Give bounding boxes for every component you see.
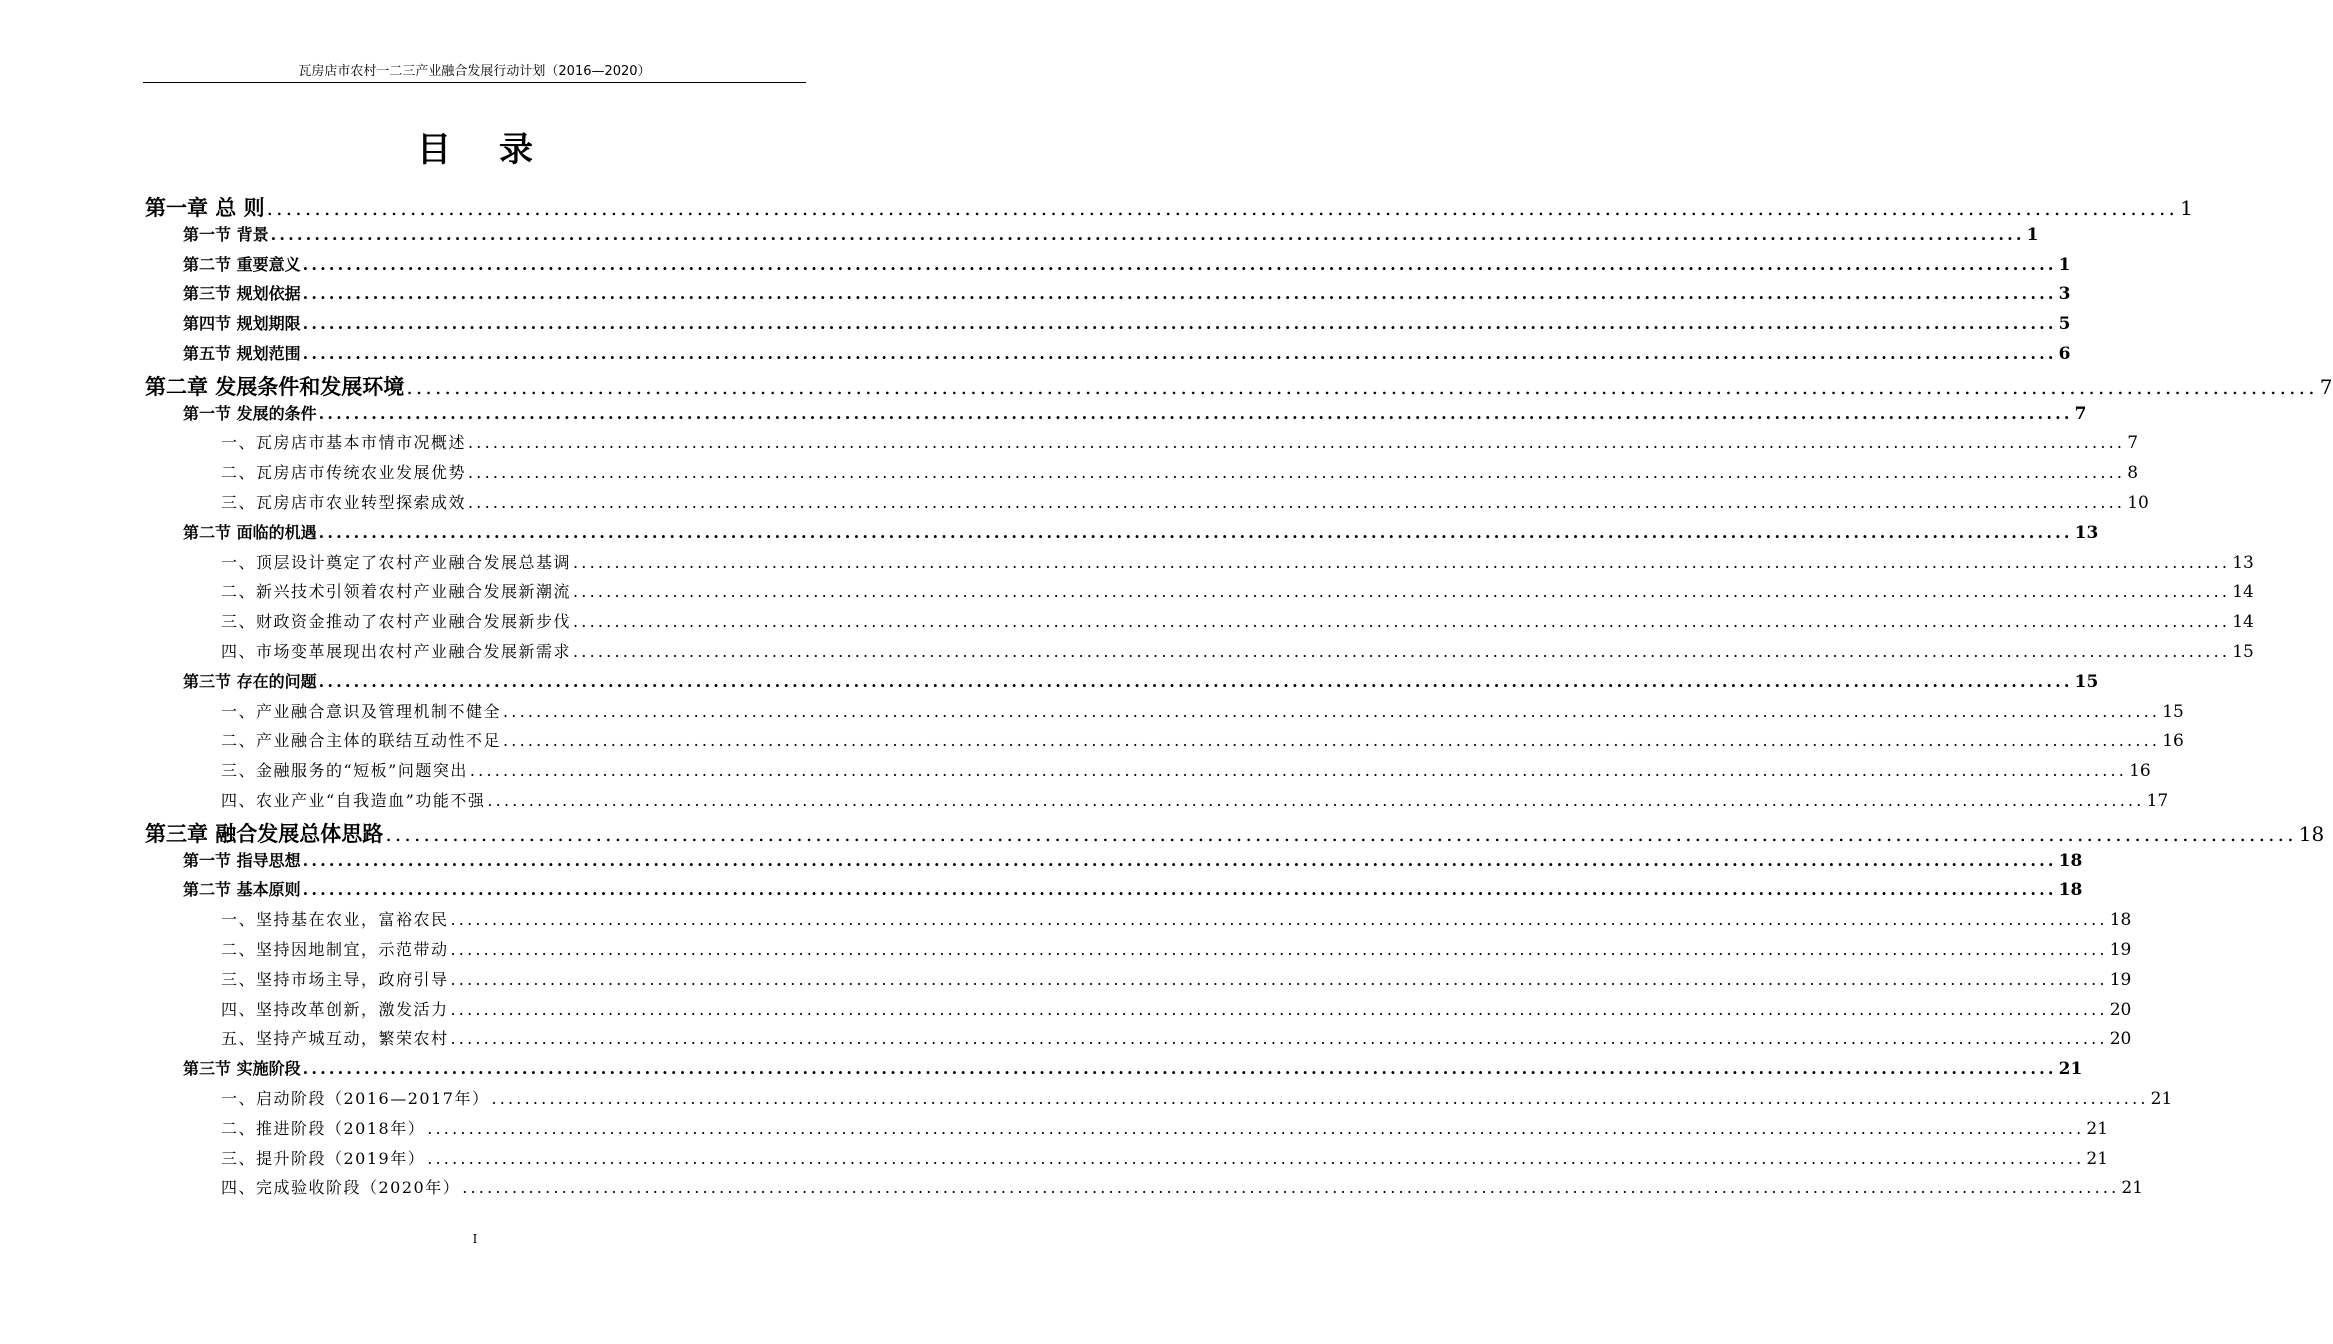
toc-leader-dots: ........................................................................................................................................................................................................: [302, 284, 2057, 304]
toc-entry-label: 四、完成验收阶段（2020年）: [221, 1178, 461, 1198]
toc-leader-dots: ........................................................................................................................................................................................................: [450, 969, 2108, 989]
toc-entry-label: 第三节 规划依据: [183, 284, 301, 304]
toc-leader-dots: ........................................................................................................................................................................................................: [573, 642, 2231, 661]
toc-leader-dots: ........................................................................................................................................................................................................: [468, 433, 2126, 453]
toc-entry[interactable]: [221, 1116, 2109, 1146]
toc-entry[interactable]: [221, 639, 2254, 669]
toc-entry-page: 18: [2109, 910, 2132, 931]
toc-entry[interactable]: [221, 758, 2151, 788]
toc-entry[interactable]: [221, 907, 2132, 937]
toc-entry[interactable]: [221, 550, 2254, 580]
toc-entry-label: 第三节 实施阶段: [183, 1059, 301, 1079]
toc-entry-page: 15: [2074, 671, 2099, 692]
toc-entry-page: 1: [2180, 196, 2193, 220]
toc-entry[interactable]: [221, 997, 2132, 1027]
toc-entry-label: 一、启动阶段（2016—2017年）: [221, 1089, 490, 1108]
toc-entry-page: 1: [2026, 224, 2039, 245]
toc-entry[interactable]: [221, 1026, 2132, 1056]
toc-entry[interactable]: [221, 699, 2184, 729]
toc-entry[interactable]: [183, 311, 2071, 341]
toc-entry-label: 二、推进阶段（2018年）: [221, 1118, 426, 1138]
toc-entry-page: 7: [2319, 374, 2333, 399]
toc-entry[interactable]: [183, 401, 2087, 431]
toc-entry-label: 一、坚持基在农业，富裕农民: [221, 910, 449, 930]
toc-entry-label: 第二章 发展条件和发展环境: [145, 374, 405, 399]
toc-entry-page: 17: [2146, 791, 2169, 811]
toc-entry-label: 四、市场变革展现出农村产业融合发展新需求: [221, 642, 572, 661]
toc-leader-dots: ........................................................................................................................................................................................................: [503, 701, 2161, 721]
toc-entry[interactable]: [183, 252, 2071, 282]
toc-entry-label: 第五节 规划范围: [183, 344, 301, 363]
toc-entry[interactable]: [221, 1175, 2144, 1205]
toc-entry-page: 14: [2232, 612, 2254, 633]
toc-entry-label: 一、产业融合意识及管理机制不健全: [221, 701, 502, 721]
toc-leader-dots: ........................................................................................................................................................................................................: [491, 1089, 2149, 1108]
toc-entry-page: 15: [2162, 701, 2184, 722]
toc-entry-page: 1: [2058, 254, 2071, 275]
toc-leader-dots: ........................................................................................................................................................................................................: [302, 850, 2057, 870]
toc-entry-page: 3: [2058, 284, 2071, 305]
toc-entry-page: 21: [2121, 1178, 2144, 1199]
page-title: 目录: [417, 130, 581, 170]
toc-leader-dots: ........................................................................................................................................................................................................: [302, 880, 2057, 900]
toc-leader-dots: ........................................................................................................................................................................................................: [270, 224, 2025, 244]
toc-entry-page: 21: [2086, 1118, 2109, 1139]
toc-leader-dots: ........................................................................................................................................................................................................: [302, 254, 2057, 274]
toc-leader-dots: ........................................................................................................................................................................................................: [573, 582, 2231, 602]
toc-leader-dots: ........................................................................................................................................................................................................: [450, 910, 2108, 930]
toc-entry-page: 21: [2150, 1089, 2173, 1109]
toc-entry[interactable]: [221, 937, 2132, 967]
toc-entry[interactable]: [221, 967, 2132, 997]
running-header: 瓦房店市农村一二三产业融合发展行动计划（2016—2020）: [143, 62, 806, 83]
toc-entry[interactable]: [183, 877, 2083, 907]
toc-entry-page: 13: [2074, 522, 2099, 543]
toc-leader-dots: ........................................................................................................................................................................................................: [427, 1118, 2085, 1138]
toc-entry-page: 19: [2109, 940, 2132, 960]
toc-entry-page: 13: [2232, 552, 2254, 573]
toc-entry-label: 第一节 发展的条件: [183, 403, 317, 423]
toc-entry-label: 第三节 存在的问题: [183, 671, 317, 691]
toc-entry-page: 5: [2058, 314, 2071, 335]
toc-entry-label: 第二节 基本原则: [183, 880, 301, 900]
toc-entry-label: 二、瓦房店市传统农业发展优势: [221, 463, 467, 483]
toc-entry-page: 21: [2058, 1059, 2083, 1080]
toc-entry-label: 三、瓦房店市农业转型探索成效: [221, 493, 467, 512]
toc-entry-label: 一、顶层设计奠定了农村产业融合发展总基调: [221, 552, 572, 572]
toc-leader-dots: ........................................................................................................................................................................................................: [318, 522, 2073, 542]
toc-leader-dots: ........................................................................................................................................................................................................: [266, 196, 2179, 220]
toc-entry[interactable]: [221, 1086, 2173, 1116]
toc-entry[interactable]: [183, 669, 2099, 699]
toc-entry-label: 第三章 融合发展总体思路: [145, 821, 384, 846]
toc-entry[interactable]: [183, 341, 2071, 371]
toc-entry-page: 20: [2109, 1029, 2132, 1050]
toc-entry-page: 20: [2109, 999, 2132, 1020]
toc-entry[interactable]: [221, 788, 2169, 818]
toc-entry-label: 三、财政资金推动了农村产业融合发展新步伐: [221, 612, 572, 632]
toc-entry[interactable]: [221, 1146, 2109, 1176]
toc-entry[interactable]: [145, 371, 2333, 401]
toc-entry[interactable]: [183, 281, 2071, 311]
toc-entry-page: 8: [2127, 463, 2139, 484]
toc-entry-label: 第四节 规划期限: [183, 314, 301, 334]
toc-leader-dots: ........................................................................................................................................................................................................: [503, 731, 2161, 751]
toc-entry-label: 二、坚持因地制宜，示范带动: [221, 940, 449, 959]
toc-entry-label: 第一章 总 则: [145, 196, 265, 220]
toc-entry[interactable]: [183, 1056, 2083, 1086]
toc-entry-page: 16: [2129, 761, 2151, 782]
toc-entry[interactable]: [221, 579, 2254, 609]
toc-entry-label: 第二节 面临的机遇: [183, 522, 317, 542]
toc-entry[interactable]: [221, 430, 2139, 460]
toc-entry-label: 三、金融服务的“短板”问题突出: [221, 761, 468, 781]
toc-entry-label: 第一节 指导思想: [183, 850, 301, 870]
toc-leader-dots: ........................................................................................................................................................................................................: [450, 999, 2108, 1019]
toc-entry-page: 16: [2162, 731, 2184, 752]
toc-leader-dots: ........................................................................................................................................................................................................: [462, 1178, 2120, 1198]
toc-entry-label: 一、瓦房店市基本市情市况概述: [221, 433, 467, 453]
toc-entry-label: 四、农业产业“自我造血”功能不强: [221, 791, 486, 810]
toc-entry[interactable]: [183, 848, 2083, 878]
toc-entry-label: 第一节 背景: [183, 224, 269, 244]
toc-entry-page: 10: [2127, 493, 2149, 513]
toc-entry-label: 二、产业融合主体的联结互动性不足: [221, 731, 502, 751]
toc-entry-label: 二、新兴技术引领着农村产业融合发展新潮流: [221, 582, 572, 602]
toc-entry-page: 19: [2109, 969, 2132, 990]
toc-leader-dots: ........................................................................................................................................................................................................: [302, 314, 2057, 334]
toc-leader-dots: ........................................................................................................................................................................................................: [302, 1059, 2057, 1079]
toc-leader-dots: ........................................................................................................................................................................................................: [469, 761, 2128, 781]
page-number: I: [472, 1232, 478, 1246]
toc-entry-page: 18: [2058, 850, 2083, 871]
toc-entry-page: 6: [2058, 344, 2071, 364]
toc-entry-page: 15: [2232, 642, 2254, 662]
toc-entry-page: 21: [2086, 1148, 2109, 1169]
toc-leader-dots: ........................................................................................................................................................................................................: [468, 493, 2126, 512]
toc-entry[interactable]: [221, 609, 2254, 639]
toc-entry-page: 18: [2058, 880, 2083, 901]
toc-entry-label: 五、坚持产城互动，繁荣农村: [221, 1029, 449, 1049]
toc-leader-dots: ........................................................................................................................................................................................................: [573, 612, 2231, 632]
toc-leader-dots: ........................................................................................................................................................................................................: [385, 821, 2297, 846]
toc-leader-dots: ........................................................................................................................................................................................................: [318, 403, 2073, 423]
toc-entry-page: 18: [2298, 821, 2325, 846]
toc-entry[interactable]: [145, 192, 2193, 222]
toc-entry[interactable]: [221, 728, 2184, 758]
toc-leader-dots: ........................................................................................................................................................................................................: [318, 671, 2073, 691]
toc-entry[interactable]: [221, 490, 2149, 520]
toc-entry-label: 四、坚持改革创新，激发活力: [221, 999, 449, 1019]
toc-leader-dots: ........................................................................................................................................................................................................: [450, 940, 2108, 959]
toc-entry-page: 7: [2127, 433, 2139, 454]
toc-leader-dots: ........................................................................................................................................................................................................: [406, 374, 2318, 399]
toc-leader-dots: ........................................................................................................................................................................................................: [427, 1148, 2085, 1168]
toc-entry-page: 14: [2232, 582, 2254, 603]
toc-entry-label: 第二节 重要意义: [183, 254, 301, 274]
toc-leader-dots: ........................................................................................................................................................................................................: [450, 1029, 2108, 1049]
toc-entry[interactable]: [183, 222, 2039, 252]
toc-leader-dots: ........................................................................................................................................................................................................: [468, 463, 2126, 483]
toc-entry[interactable]: [145, 818, 2325, 848]
toc-leader-dots: ........................................................................................................................................................................................................: [487, 791, 2145, 810]
toc-entry-label: 三、提升阶段（2019年）: [221, 1148, 426, 1168]
toc-entry-label: 三、坚持市场主导，政府引导: [221, 969, 449, 989]
toc-leader-dots: ........................................................................................................................................................................................................: [302, 344, 2057, 363]
toc-leader-dots: ........................................................................................................................................................................................................: [573, 552, 2231, 572]
toc-entry-page: 7: [2074, 403, 2087, 424]
toc-entry[interactable]: [183, 520, 2099, 550]
toc-entry[interactable]: [221, 460, 2139, 490]
